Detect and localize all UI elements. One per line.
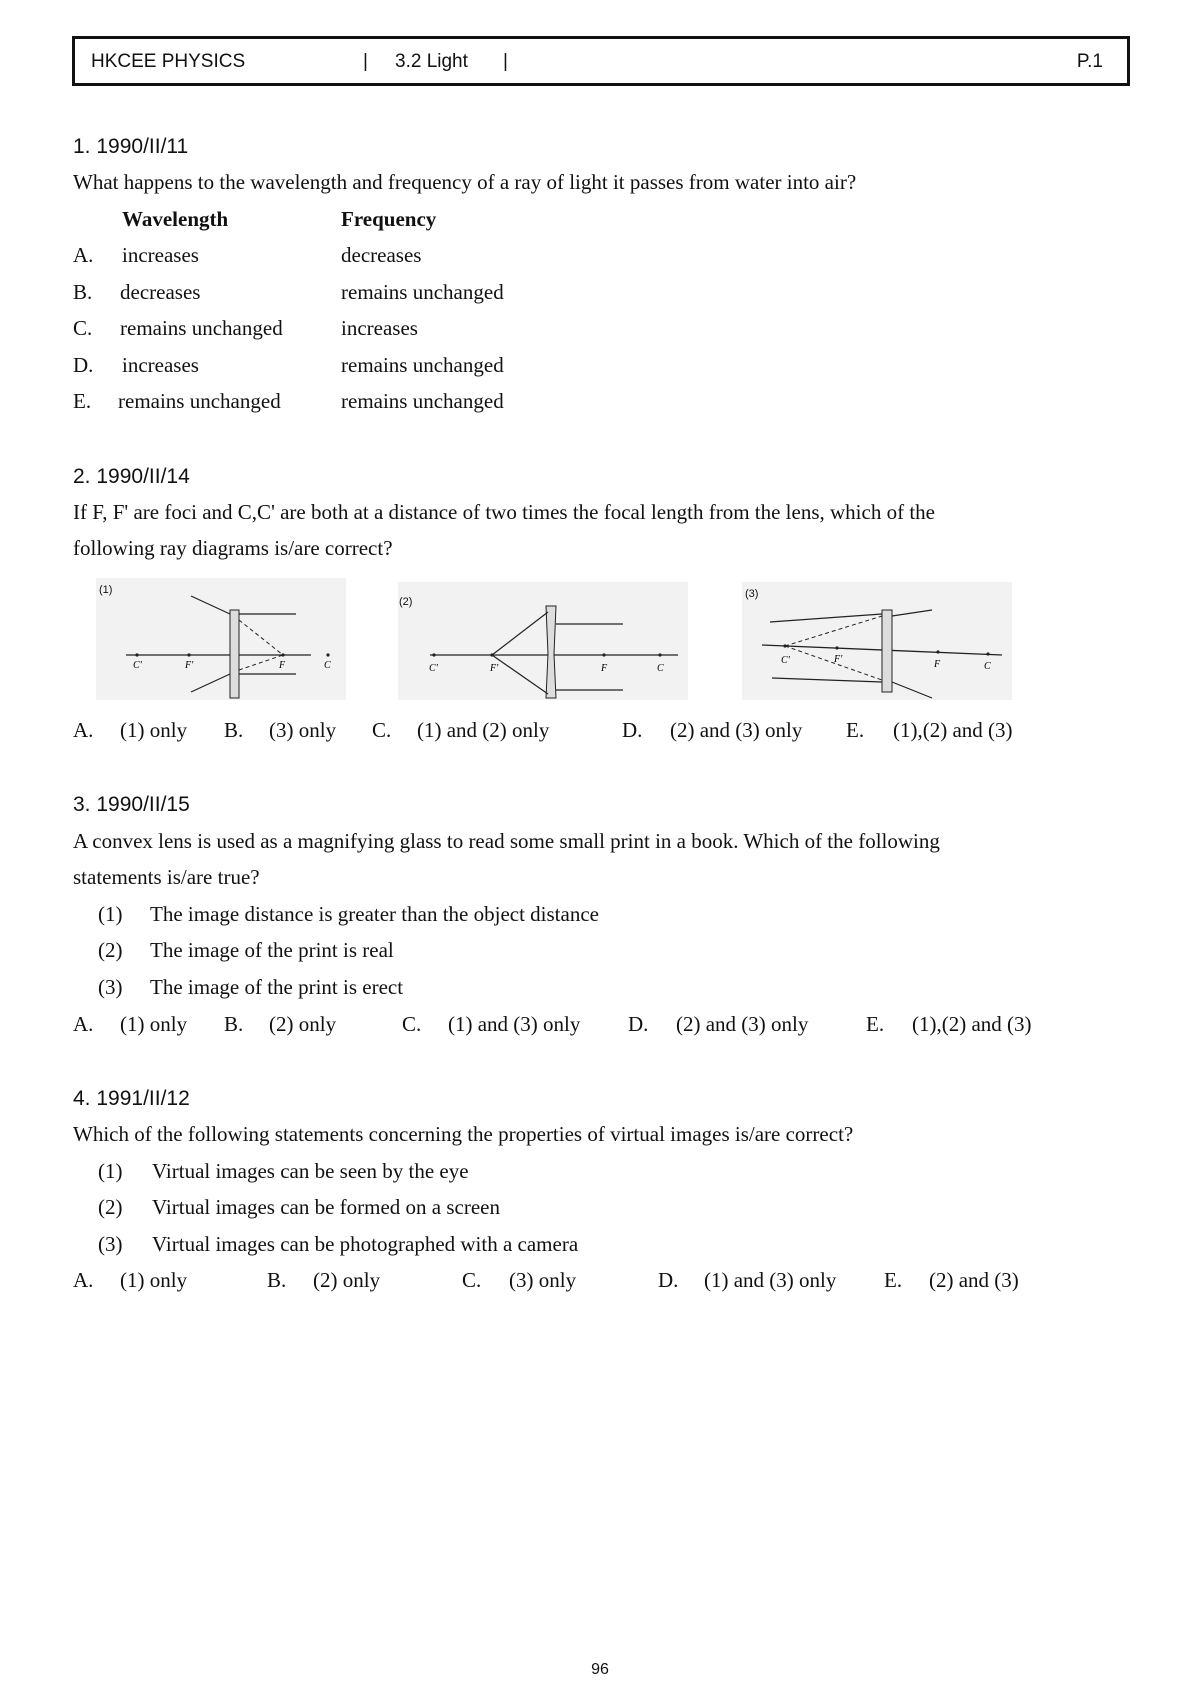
q2-question-line2: following ray diagrams is/are correct? bbox=[73, 536, 393, 560]
q2-question-line1: If F, F' are foci and C,C' are both at a distance of two times the focal length from the lens, which of the bbox=[73, 500, 935, 524]
q1-option-wavelength: increases bbox=[122, 353, 199, 377]
q3-question-line2: statements is/are true? bbox=[73, 865, 260, 889]
header-topic: 3.2 Light bbox=[395, 51, 468, 72]
q4-option-letter: C. bbox=[462, 1268, 482, 1292]
q4-question: Which of the following statements concerning the properties of virtual images is/are correct? bbox=[73, 1122, 854, 1146]
q2-option-letter: A. bbox=[73, 718, 94, 742]
q3-option-letter: C. bbox=[402, 1012, 422, 1036]
q3-statement-num: (2) bbox=[98, 938, 123, 962]
figure-label: (2) bbox=[399, 596, 413, 608]
q3-option-letter: D. bbox=[628, 1012, 649, 1036]
q3-question-line1: A convex lens is used as a magnifying glass to read some small print in a book. Which of the following bbox=[73, 829, 940, 853]
q1-option-frequency: decreases bbox=[341, 243, 422, 267]
header-title: HKCEE PHYSICS bbox=[91, 51, 246, 72]
q1-option-letter: D. bbox=[73, 353, 94, 377]
q3-option-letter: E. bbox=[866, 1012, 885, 1036]
tick-label: C' bbox=[133, 660, 142, 671]
tick-label: F' bbox=[490, 663, 499, 674]
ray-diagram-3-svg bbox=[742, 582, 1012, 700]
q3-statement-num: (3) bbox=[98, 975, 123, 999]
ray-diagram-2-svg bbox=[398, 582, 688, 700]
q4-option-letter: A. bbox=[73, 1268, 94, 1292]
q3-option-letter: B. bbox=[224, 1012, 244, 1036]
q4-statement-num: (1) bbox=[98, 1159, 123, 1183]
q1-option-frequency: remains unchanged bbox=[341, 280, 504, 304]
q3-option-text: (1),(2) and (3) bbox=[912, 1012, 1032, 1036]
q4-option-letter: E. bbox=[884, 1268, 903, 1292]
q3-option-text: (1) and (3) only bbox=[448, 1012, 581, 1036]
q1-option-letter: B. bbox=[73, 280, 93, 304]
q3-statement-text: The image of the print is erect bbox=[150, 975, 404, 999]
q4-statement-text: Virtual images can be seen by the eye bbox=[152, 1159, 469, 1183]
tick-label: C bbox=[984, 661, 991, 672]
ray-diagram-3 bbox=[742, 582, 1012, 700]
q1-option-wavelength: remains unchanged bbox=[120, 316, 283, 340]
figure-label: (1) bbox=[99, 584, 113, 596]
figure-label: (3) bbox=[745, 588, 759, 600]
q4-option-letter: B. bbox=[267, 1268, 287, 1292]
q1-option-letter: E. bbox=[73, 389, 92, 413]
q4-statement-text: Virtual images can be formed on a screen bbox=[152, 1195, 501, 1219]
tick-label: C' bbox=[429, 663, 438, 674]
q3-statement-num: (1) bbox=[98, 902, 123, 926]
q1-col-wavelength: Wavelength bbox=[122, 207, 229, 231]
q4-statement-num: (2) bbox=[98, 1195, 123, 1219]
tick-label: F' bbox=[834, 654, 843, 665]
tick-label: C bbox=[657, 663, 664, 674]
tick-label: C bbox=[324, 660, 331, 671]
q2-option-letter: D. bbox=[622, 718, 643, 742]
q2-option-letter: E. bbox=[846, 718, 865, 742]
q3-statement-text: The image of the print is real bbox=[150, 938, 394, 962]
q2-option-text: (3) only bbox=[269, 718, 337, 742]
q1-number: 1. 1990/II/11 bbox=[73, 135, 189, 158]
q3-option-text: (2) and (3) only bbox=[676, 1012, 809, 1036]
q1-option-frequency: increases bbox=[341, 316, 418, 340]
q3-number: 3. 1990/II/15 bbox=[73, 793, 190, 816]
q2-option-letter: C. bbox=[372, 718, 392, 742]
q4-statement-text: Virtual images can be photographed with a camera bbox=[152, 1232, 579, 1256]
q4-statement-num: (3) bbox=[98, 1232, 123, 1256]
q1-option-letter: A. bbox=[73, 243, 94, 267]
q2-option-letter: B. bbox=[224, 718, 244, 742]
header-separator: | bbox=[503, 51, 508, 72]
tick-label: F bbox=[934, 659, 941, 670]
q1-option-frequency: remains unchanged bbox=[341, 389, 504, 413]
q3-option-text: (2) only bbox=[269, 1012, 337, 1036]
q3-statement-text: The image distance is greater than the object distance bbox=[150, 902, 599, 926]
ray-diagram-2 bbox=[398, 582, 688, 700]
q4-option-letter: D. bbox=[658, 1268, 679, 1292]
q1-option-wavelength: remains unchanged bbox=[118, 389, 281, 413]
q4-option-text: (2) only bbox=[313, 1268, 381, 1292]
page-header bbox=[72, 36, 1130, 86]
q2-option-text: (1),(2) and (3) bbox=[893, 718, 1013, 742]
tick-label: F' bbox=[185, 660, 194, 671]
q2-option-text: (1) only bbox=[120, 718, 188, 742]
q1-option-letter: C. bbox=[73, 316, 93, 340]
q1-option-wavelength: decreases bbox=[120, 280, 201, 304]
header-page: P.1 bbox=[1076, 51, 1103, 72]
q4-option-text: (1) and (3) only bbox=[704, 1268, 837, 1292]
q2-option-text: (1) and (2) only bbox=[417, 718, 550, 742]
q3-option-text: (1) only bbox=[120, 1012, 188, 1036]
q4-number: 4. 1991/II/12 bbox=[73, 1087, 190, 1110]
q1-option-frequency: remains unchanged bbox=[341, 353, 504, 377]
q4-option-text: (2) and (3) bbox=[929, 1268, 1019, 1292]
ray-diagram-1 bbox=[96, 578, 346, 700]
ray-diagram-1-svg bbox=[96, 578, 346, 700]
q1-question: What happens to the wavelength and frequency of a ray of light it passes from water into air? bbox=[73, 170, 857, 194]
q2-number: 2. 1990/II/14 bbox=[73, 465, 190, 488]
tick-label: F bbox=[279, 660, 286, 671]
tick-label: C' bbox=[781, 655, 790, 666]
q1-col-frequency: Frequency bbox=[341, 207, 437, 231]
page-number: 96 bbox=[591, 1661, 609, 1678]
q4-option-text: (3) only bbox=[509, 1268, 577, 1292]
q1-option-wavelength: increases bbox=[122, 243, 199, 267]
q3-option-letter: A. bbox=[73, 1012, 94, 1036]
q4-option-text: (1) only bbox=[120, 1268, 188, 1292]
tick-label: F bbox=[601, 663, 608, 674]
header-separator: | bbox=[363, 51, 368, 72]
q2-option-text: (2) and (3) only bbox=[670, 718, 803, 742]
